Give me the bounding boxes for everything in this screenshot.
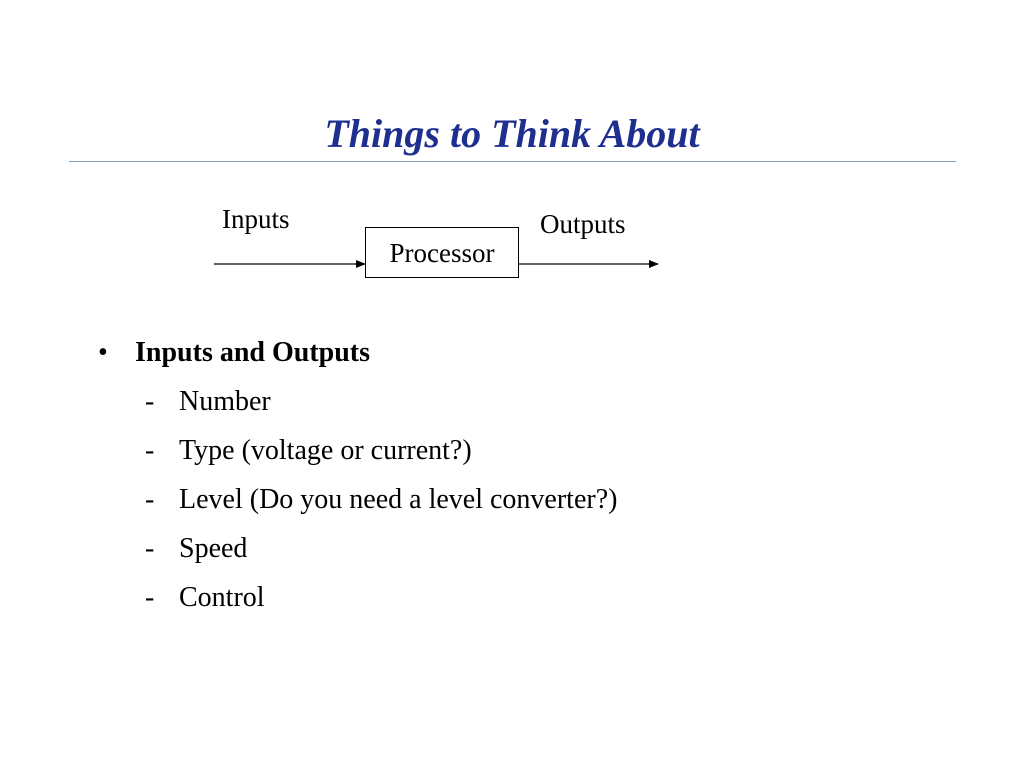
sub-item-level — [98, 478, 958, 527]
dash-marker: - — [145, 435, 155, 466]
dash-marker: - — [145, 386, 155, 417]
sub-list-container — [98, 380, 958, 625]
bullet-list — [98, 331, 958, 625]
sub-bullet-list — [98, 380, 958, 625]
sub-item-number — [98, 380, 958, 429]
processor-box — [365, 227, 519, 278]
sub-item-text: Type (voltage or current?) — [179, 435, 472, 466]
dash-marker: - — [145, 533, 155, 564]
dash-marker: - — [145, 582, 155, 613]
sub-item-speed — [98, 527, 958, 576]
inputs-label: Inputs — [222, 204, 290, 234]
processor-label: Processor — [389, 237, 495, 268]
dash-marker: - — [145, 484, 155, 515]
bullet-marker: • — [98, 337, 108, 368]
bullet-heading: Inputs and Outputs — [135, 337, 371, 368]
slide-title: Things to Think About — [324, 111, 700, 156]
outputs-label: Outputs — [540, 209, 626, 239]
sub-item-text: Control — [179, 582, 265, 613]
sub-item-text: Level (Do you need a level converter?) — [179, 484, 618, 515]
bullet-item-inputs-outputs — [98, 331, 958, 375]
sub-item-text: Number — [179, 386, 271, 417]
sub-item-type — [98, 429, 958, 478]
sub-item-control — [98, 576, 958, 625]
sub-item-text: Speed — [179, 533, 248, 564]
